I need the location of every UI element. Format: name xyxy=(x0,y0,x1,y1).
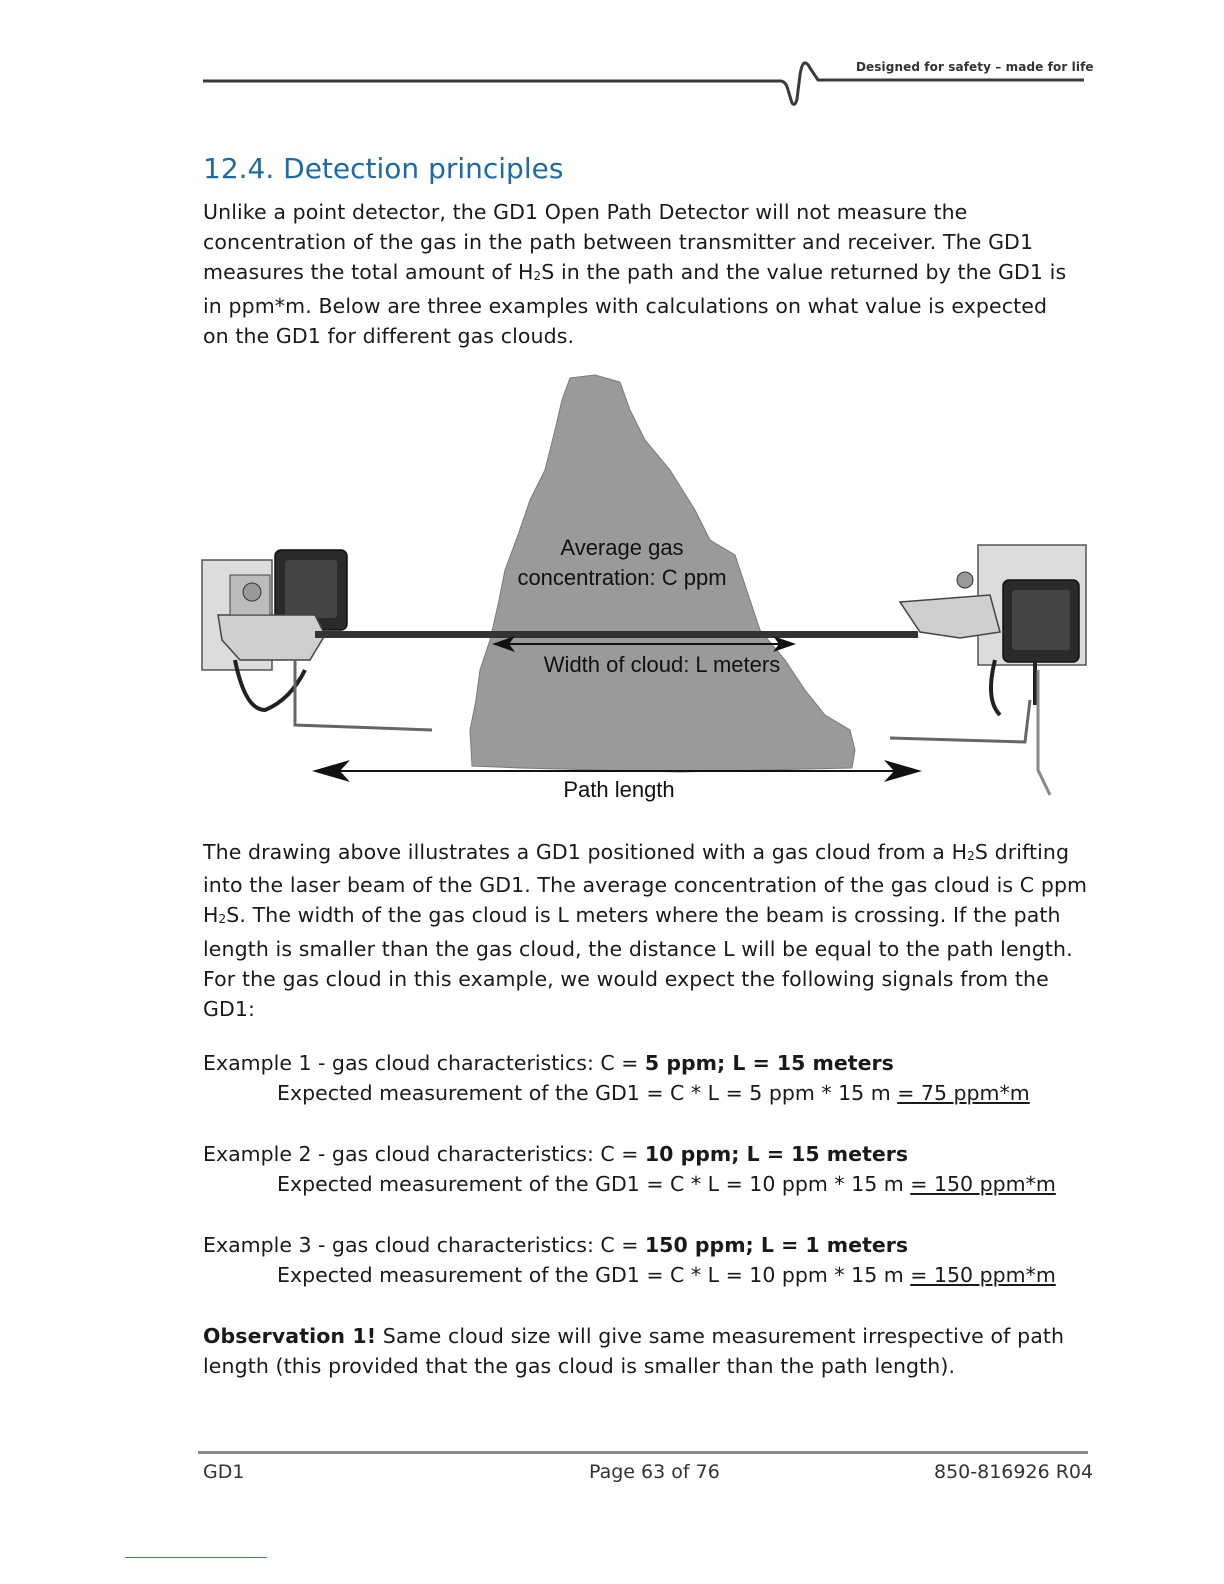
intro-line: Unlike a point detector, the GD1 Open Path Detector will not measure the xyxy=(203,200,968,224)
example-3-characteristics: Example 3 - gas cloud characteristics: C = 150 ppm; L = 1 meters xyxy=(203,1233,909,1257)
example-3-calculation: Expected measurement of the GD1 = C * L = 10 ppm * 15 m = 150 ppm*m xyxy=(277,1263,1056,1287)
description-line: GD1: xyxy=(203,997,256,1022)
observation-label: Observation 1! xyxy=(203,1324,377,1348)
intro-paragraph xyxy=(203,197,1103,351)
footer-product: GD1 xyxy=(203,1461,245,1483)
receiver-unit xyxy=(890,545,1086,795)
bottom-link-rule xyxy=(125,1557,267,1558)
laser-beam xyxy=(315,631,918,638)
cloud-label-line1: Average gas xyxy=(560,535,684,560)
description-line: The drawing above illustrates a GD1 positioned with a gas cloud from a $H_2S$ drifting xyxy=(203,840,1070,864)
gas-cloud-figure xyxy=(200,370,1090,810)
cloud-label-line2: concentration: C ppm xyxy=(517,565,727,590)
intro-line: on the GD1 for different gas clouds. xyxy=(203,323,575,348)
footer-document-id: 850-816926 R04 xyxy=(934,1461,1094,1483)
example-2-calculation: Expected measurement of the GD1 = C * L = 10 ppm * 15 m = 150 ppm*m xyxy=(277,1172,1056,1196)
cloud-width-label: Width of cloud: L meters xyxy=(543,652,781,677)
transmitter-unit xyxy=(202,550,432,730)
description-paragraph xyxy=(203,837,1103,1024)
example-1-calculation: Expected measurement of the GD1 = C * L = 5 ppm * 15 m = 75 ppm*m xyxy=(277,1081,1030,1105)
path-length-label: Path length xyxy=(563,777,675,802)
description-line: $H_2S$. The width of the gas cloud is L meters where the beam is crossing. If the path xyxy=(203,903,1061,928)
intro-line: measures the total amount of $H_2S$ in the path and the value returned by the GD1 is xyxy=(203,260,1067,285)
description-line: length is smaller than the gas cloud, the distance L will be equal to the path length. xyxy=(203,936,1073,961)
description-line: into the laser beam of the GD1. The average concentration of the gas cloud is C ppm xyxy=(203,873,1088,898)
observation-note: Observation 1! Same cloud size will give same measurement irrespective of path length (this provided that the gas cloud is smaller than the path length). xyxy=(203,1324,1065,1379)
example-1-characteristics: Example 1 - gas cloud characteristics: C = 5 ppm; L = 15 meters xyxy=(203,1051,894,1075)
section-title: 12.4. Detection principles xyxy=(203,152,564,185)
description-line: For the gas cloud in this example, we would expect the following signals from the xyxy=(203,966,1049,991)
footer-divider xyxy=(198,1451,1088,1454)
header-tagline: Designed for safety – made for life xyxy=(856,60,1094,74)
footer-page-number: Page 63 of 76 xyxy=(589,1461,720,1483)
example-2-characteristics: Example 2 - gas cloud characteristics: C = 10 ppm; L = 15 meters xyxy=(203,1142,909,1166)
intro-line: in ppm*m. Below are three examples with calculations on what value is expected xyxy=(203,293,1048,318)
intro-line: concentration of the gas in the path between transmitter and receiver. The GD1 xyxy=(203,230,1034,255)
header-wave-line xyxy=(0,0,1224,110)
